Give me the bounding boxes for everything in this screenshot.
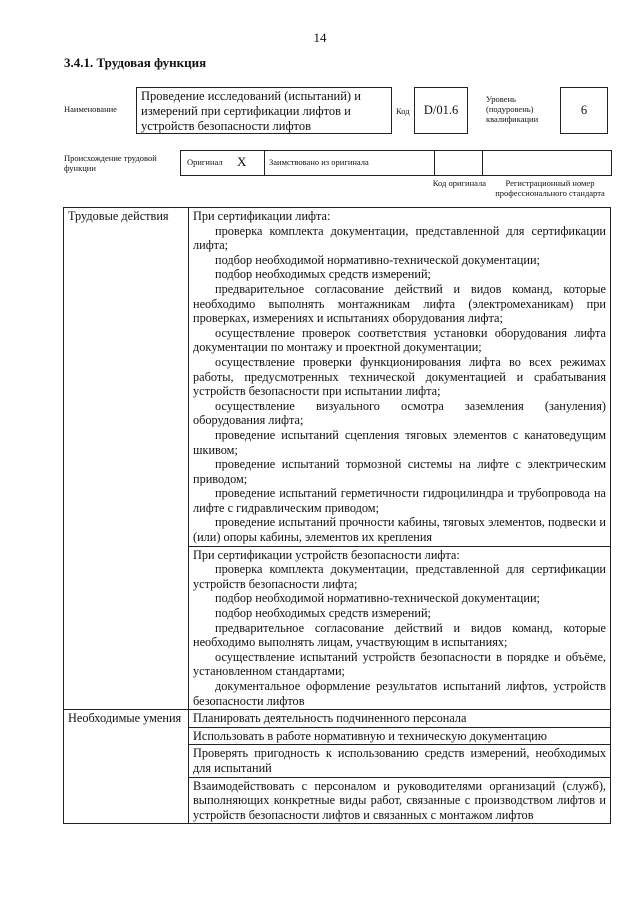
list-item: осуществление проверок соответствия установки оборудования лифта документации по монтажу и проектной документации; [193, 325, 606, 355]
list-item: подбор необходимой нормативно-технической документации; [215, 252, 540, 267]
original-label: Оригинал [187, 157, 223, 167]
labor-group-1 [189, 208, 611, 547]
original-cell [181, 151, 265, 175]
labor-group-2 [189, 546, 611, 710]
skill-item: Проверять пригодность к использованию средств измерений, необходимых для испытаний [189, 745, 611, 777]
name-label: Наименование [64, 104, 117, 114]
list-item: проведение испытаний тормозной системы на лифте с электрическим приводом; [193, 457, 606, 486]
list-item: проверка комплекта документации, представленной для сертификации лифта; [193, 223, 606, 253]
list-item: осуществление проверки функционирования лифта во всех режимах работы, предусмотренных технической документацией и срабатывания устройств безопасности при испытании лифта; [193, 354, 606, 399]
skill-item: Взаимодействовать с персоналом и руководителями организаций (служб), выполняющих конкретные виды работ, связанные с производством лифтов и устройств безопасности лифтов и связанных с монтажом лифтов [189, 777, 611, 824]
group-heading: При сертификации лифта: [193, 209, 331, 223]
function-table [63, 207, 611, 824]
code-value: D/01.6 [414, 87, 468, 134]
skill-item: Использовать в работе нормативную и техническую документацию [189, 727, 611, 745]
table-row [64, 710, 611, 728]
level-value: 6 [560, 87, 608, 134]
list-item: предварительное согласование действий и видов команд, которые необходимо выполнять монтажникам лифта (электромеханикам) при проверках, измерениях и испытаниях оборудования лифта; [193, 281, 606, 326]
skills-label: Необходимые умения [64, 710, 189, 824]
table-row [64, 208, 611, 547]
list-item: предварительное согласование действий и видов команд, которые необходимо выполнять лицам, участвующим в испытаниях; [193, 620, 606, 650]
labor-actions-label: Трудовые действия [64, 208, 189, 710]
list-item: проверка комплекта документации, представленной для сертификации устройств безопасности лифта; [193, 562, 606, 591]
page-number: 14 [313, 30, 327, 45]
origin-row [180, 150, 612, 176]
list-item: проведение испытаний прочности кабины, тяговых элементов, подвески и (или) опоры кабины, элементов их крепления [193, 515, 606, 545]
list-item: осуществление визуального осмотра заземления (зануления) оборудования лифта; [193, 398, 606, 428]
borrowed-label: Заимствовано из оригинала [269, 157, 369, 167]
section-title: 3.4.1. Трудовая функция [64, 55, 207, 70]
function-name: Проведение исследований (испытаний) и измерений при сертификации лифтов и устройств безопасности лифтов [136, 87, 392, 134]
list-item: проведение испытаний герметичности гидроцилиндра и трубопровода на лифте с гидравлическим приводом; [193, 486, 606, 515]
code-caption: Код оригинала [432, 178, 486, 188]
list-item: проведение испытаний сцепления тяговых элементов с канатоведущим шкивом; [193, 427, 606, 457]
skill-item: Планировать деятельность подчиненного персонала [189, 710, 611, 728]
list-item: документальное оформление результатов испытаний лифтов, устройств безопасности лифтов [193, 679, 606, 708]
borrowed-cell [265, 151, 435, 175]
list-item: подбор необходимых средств измерений; [215, 267, 431, 282]
origin-label: Происхождение трудовой функции [64, 153, 157, 174]
original-mark: X [237, 154, 247, 169]
list-item: подбор необходимых средств измерений; [215, 606, 431, 621]
original-code-cell [435, 151, 483, 175]
code-label: Код [396, 106, 410, 116]
level-label: Уровень (подуровень) квалификации [486, 94, 539, 125]
list-item: подбор необходимой нормативно-технической документации; [215, 591, 540, 606]
regnum-caption: Регистрационный номер профессионального стандарта [495, 178, 605, 199]
list-item: осуществление испытаний устройств безопасности в порядке и объёме, установленном стандартами; [193, 649, 606, 679]
group-heading: При сертификации устройств безопасности лифта: [193, 547, 460, 562]
